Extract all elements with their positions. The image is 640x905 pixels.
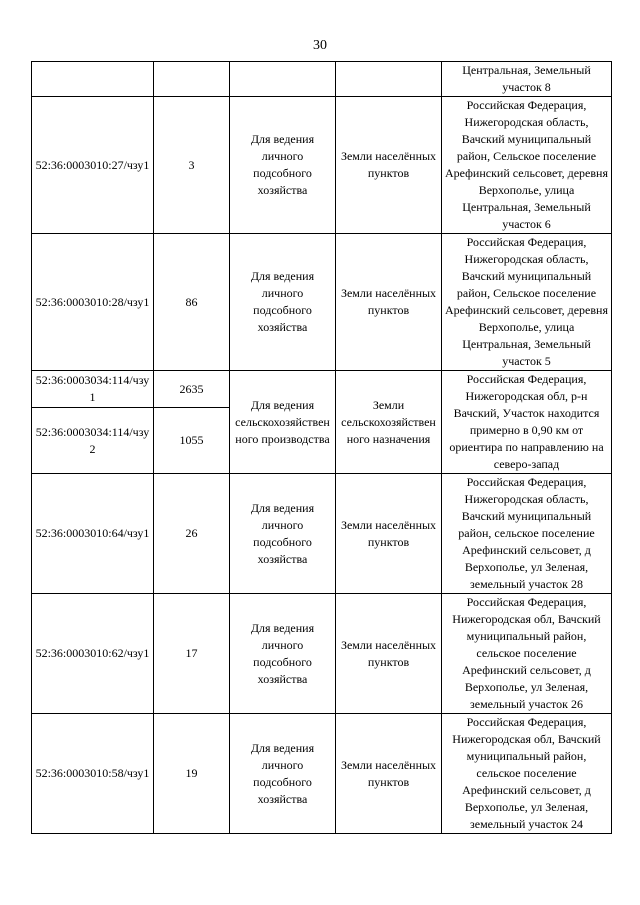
cadastral-number-cell: 52:36:0003034:114/чзу1 — [32, 371, 154, 408]
permitted-use-cell: Для ведения личного подсобного хозяйства — [230, 714, 336, 834]
cadastral-number-cell: 52:36:0003010:28/чзу1 — [32, 234, 154, 371]
table-row — [32, 474, 612, 594]
page-number: 30 — [313, 38, 327, 53]
permitted-use-cell — [230, 62, 336, 97]
cadastral-number-cell: 52:36:0003010:64/чзу1 — [32, 474, 154, 594]
table-row — [32, 97, 612, 234]
table-row — [32, 62, 612, 97]
address-cell: Российская Федерация, Нижегородская область, Вачский муниципальный район, Сельское поселение Арефинский сельсовет, деревня Верхополье, улица Центральная, Земельный участок 6 — [442, 97, 612, 234]
address-cell: Российская Федерация, Нижегородская обл, р-н Вачский, Участок находится примерно в 0,90 км от ориентира по направлению на северо-запад — [442, 371, 612, 474]
permitted-use-cell: Для ведения личного подсобного хозяйства — [230, 474, 336, 594]
cadastral-number-cell: 52:36:0003010:58/чзу1 — [32, 714, 154, 834]
permitted-use-cell: Для ведения личного подсобного хозяйства — [230, 594, 336, 714]
land-category-cell — [336, 62, 442, 97]
area-cell: 19 — [154, 714, 230, 834]
address-cell: Российская Федерация, Нижегородская область, Вачский муниципальный район, Сельское поселение Арефинский сельсовет, деревня Верхополье, улица Центральная, Земельный участок 5 — [442, 234, 612, 371]
cadastral-number-cell: 52:36:0003010:62/чзу1 — [32, 594, 154, 714]
cadastral-number-cell: 52:36:0003034:114/чзу2 — [32, 408, 154, 474]
permitted-use-cell: Для ведения личного подсобного хозяйства — [230, 234, 336, 371]
address-cell: Центральная, Земельный участок 8 — [442, 62, 612, 97]
land-category-cell: Земли населённых пунктов — [336, 594, 442, 714]
table-row — [32, 594, 612, 714]
address-cell: Российская Федерация, Нижегородская область, Вачский муниципальный район, сельское поселение Арефинский сельсовет, д Верхополье, ул Зеленая, земельный участок 28 — [442, 474, 612, 594]
address-cell: Российская Федерация, Нижегородская обл, Вачский муниципальный район, сельское поселение Арефинский сельсовет, д Верхополье, ул Зеленая, земельный участок 24 — [442, 714, 612, 834]
cadastral-number-cell — [32, 62, 154, 97]
land-category-cell: Земли населённых пунктов — [336, 474, 442, 594]
area-cell: 2635 — [154, 371, 230, 408]
land-category-cell: Земли населённых пунктов — [336, 97, 442, 234]
area-cell: 17 — [154, 594, 230, 714]
cadastral-number-cell: 52:36:0003010:27/чзу1 — [32, 97, 154, 234]
land-category-cell: Земли сельскохозяйственного назначения — [336, 371, 442, 474]
table-row — [32, 714, 612, 834]
land-category-cell: Земли населённых пунктов — [336, 234, 442, 371]
table-row — [32, 234, 612, 371]
area-cell: 86 — [154, 234, 230, 371]
area-cell — [154, 62, 230, 97]
area-cell: 1055 — [154, 408, 230, 474]
area-cell: 26 — [154, 474, 230, 594]
permitted-use-cell: Для ведения личного подсобного хозяйства — [230, 97, 336, 234]
land-category-cell: Земли населённых пунктов — [336, 714, 442, 834]
permitted-use-cell: Для ведения сельскохозяйственного производства — [230, 371, 336, 474]
land-parcels-table — [31, 61, 612, 834]
table-row — [32, 371, 612, 408]
area-cell: 3 — [154, 97, 230, 234]
address-cell: Российская Федерация, Нижегородская обл, Вачский муниципальный район, сельское поселение Арефинский сельсовет, д Верхополье, ул Зеленая, земельный участок 26 — [442, 594, 612, 714]
